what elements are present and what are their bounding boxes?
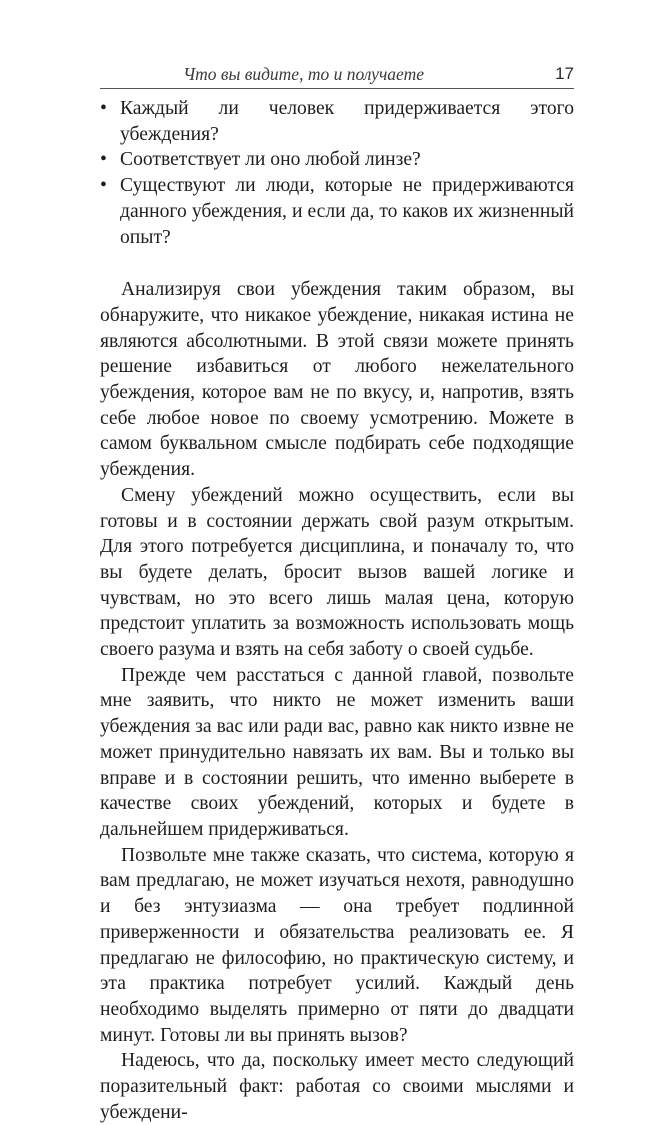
list-item-text: Соответствует ли оно любой линзе?	[120, 149, 421, 171]
page-body	[100, 96, 574, 1125]
paragraph: Позвольте мне также сказать, что система, которую я вам предлагаю, не может изучаться нехотя, равнодушно и без энтузиазма — она требует подлинной приверженности и обязательства реализовать ее. Я предлагаю не философию, но практическую систему, и эта практика потребует усилий. Каждый день необходимо выделять примерно от пяти до двадцати минут. Готовы ли вы принять вызов?	[100, 844, 574, 1046]
header-divider	[100, 88, 574, 89]
bullet-icon: •	[100, 149, 107, 171]
paragraph: Смену убеждений можно осуществить, если вы готовы и в состоянии держать свой разум открытым. Для этого потребуется дисциплина, и поначалу то, что вы будете делать, бросит вызов вашей логике и чувствам, но это всего лишь малая цена, которую предстоит уплатить за возможность использовать мощь своего разума и взять на себя заботу о своей судьбе.	[100, 484, 574, 661]
bullet-icon: •	[100, 98, 107, 119]
running-title: Что вы видите, то и получаете	[183, 64, 424, 84]
paragraph: Надеюсь, что да, поскольку имеет место следующий поразительный факт: работая со своими мыслями и убеждени-	[100, 1050, 574, 1123]
question-list	[100, 96, 574, 250]
list-item	[100, 147, 574, 173]
list-item	[100, 96, 574, 147]
page-number: 17	[555, 64, 574, 83]
list-item	[100, 173, 574, 250]
running-header	[100, 64, 574, 86]
list-item-text: Существуют ли люди, которые не придерживаются данного убеждения, и если да, то каков их жизненный опыт?	[120, 175, 574, 248]
list-item-text: Каждый ли человек придерживается этого убеждения?	[120, 98, 574, 145]
section-gap	[100, 250, 574, 277]
bullet-icon: •	[100, 175, 107, 197]
paragraph: Прежде чем расстаться с данной главой, позвольте мне заявить, что никто не может изменить ваши убеждения за вас или ради вас, равно как никто извне не может принудительно навязать их вам. Вы и только вы вправе и в состоянии решить, что именно выберете в качестве своих убеждений, которых и будете в дальнейшем придерживаться.	[100, 664, 574, 840]
paragraph: Анализируя свои убеждения таким образом, вы обнаружите, что никакое убеждение, никакая истина не являются абсолютными. В этой связи можете принять решение избавиться от любого нежелательного убеждения, которое вам не по вкусу, и, напротив, взять себе любое новое по своему усмотрению. Можете в самом буквальном смысле подбирать себе подходящие убеждения.	[100, 279, 574, 481]
